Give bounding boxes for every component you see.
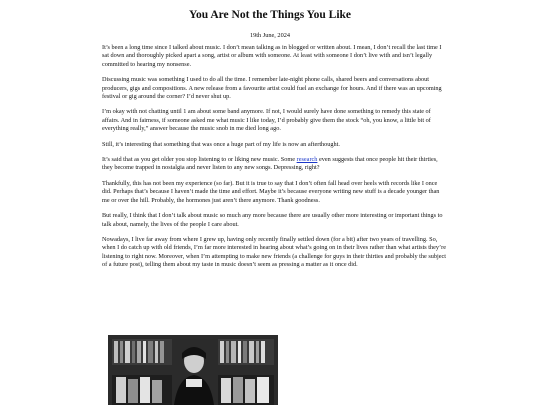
research-link[interactable]: research — [296, 156, 318, 164]
paragraph: But really, I think that I don’t talk about music so much any more because there are usually other more interesting or important things to talk about, namely, the lives of the people I care about. — [102, 212, 443, 228]
post-title: You Are Not the Things You Like — [188, 9, 352, 21]
post-date: 19th June, 2024 — [249, 32, 291, 39]
paragraph-text: It’s said that as you get older you stop listening to or liking new music. Some — [102, 156, 297, 164]
paragraph — [102, 156, 448, 173]
paragraph: Discussing music was something I used to do all the time. I remember late-night phone calls, shared beers and conversations about producers, gigs and compositions. A new release from a favourite artist could fuel an exchange for hours. And if there was an upcoming festival or gig around the corner? I’d never shut up. — [102, 76, 442, 101]
post-body — [102, 44, 448, 277]
paragraph: Still, it’s interesting that something that was once a huge part of my life is now an afterthought. — [102, 140, 340, 148]
paragraph: It’s been a long time since I talked about music. I don’t mean talking as in blogged or written about. I mean, I don’t recall the last time I sat down and thoroughly picked apart a song, artist or album with someone. At least with someone I don’t live with and isn’t legally committed to hearing my nonsense. — [102, 44, 442, 68]
paragraph-text: even suggests that once people hit their thirties, they become trapped in nostalgia and never listen to any new songs. Depressing, right? — [102, 156, 438, 172]
paragraph: Nowadays, I live far away from where I grew up, having only recently finally settled down (for a bit) after two years of travelling. So, when I do catch up with old friends, I’m far more interested in hearing about what’s going on in their lives rather than what artists they’re listening to right now. Moreover, when I’m attempting to make new friends (a challenge for guys in their thirties and probably the subject of a future post), telling them about my taste in music doesn’t seem as pressing a matter as it once did. — [102, 235, 447, 269]
paragraph: Thankfully, this has not been my experience (so far). But it is true to say that I don’t often fall head over heels with records like I once did. Perhaps that’s because I haven’t made the time and effort. Maybe it’s because everyone writing new stuff is a decade younger than me or over the hill. Probably, the hormones just aren’t there anymore. Thank goodness. — [102, 179, 440, 204]
photo-person-with-vinyl-records-icon — [108, 335, 278, 405]
paragraph: I’m okay with not chatting until 1 am about some band anymore. If not, I would surely have done something to remedy this state of affairs. And in fairness, if someone asked me what music I like today, I’d probably give them the stock “oh, you know, a little bit of everything really,” answer because the music snob in me died long ago. — [102, 108, 431, 133]
post-photo — [108, 335, 278, 405]
